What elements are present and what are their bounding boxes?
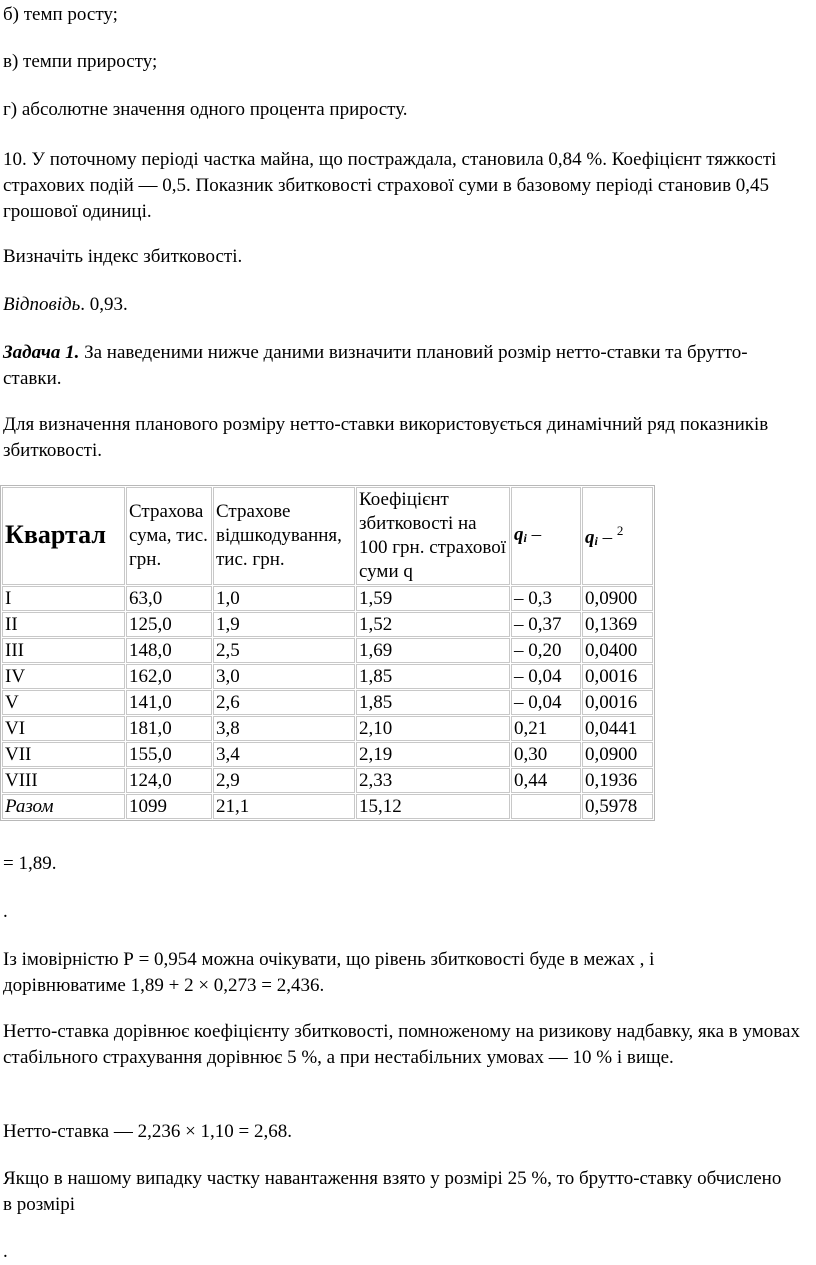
table-body <box>2 586 653 793</box>
table-cell: 0,0016 <box>582 690 653 715</box>
table-cell: 0,5978 <box>582 794 653 819</box>
header-loss-coefficient: Коефіцієнт збитковості на 100 грн. страхової суми q <box>356 487 510 585</box>
table-cell: 1,9 <box>213 612 355 637</box>
header-deviation: qi – <box>511 487 581 585</box>
mean-result: = 1,89. <box>3 853 57 874</box>
table-cell: – 0,04 <box>511 690 581 715</box>
list-item-v: в) темпи приросту; <box>3 51 158 72</box>
table-cell: 148,0 <box>126 638 212 663</box>
table-cell: 124,0 <box>126 768 212 793</box>
table-cell: I <box>2 586 125 611</box>
table-cell: – 0,04 <box>511 664 581 689</box>
table-cell <box>511 794 581 819</box>
header-quarter: Квартал <box>2 487 125 585</box>
netto-definition: Нетто-ставка дорівнює коефіцієнту збитковості, помноженому на ризикову надбавку, яка в умовах стабільного страхування дорівнює 5 %, а при нестабільних умовах — 10 % і вище. <box>3 1021 800 1068</box>
task-1-text: За наведеними нижче даними визначити плановий розмір нетто-ставки та брутто-ставки. <box>3 342 748 389</box>
dot-line-2: . <box>3 1241 8 1262</box>
table-row <box>2 690 653 715</box>
table-cell: 155,0 <box>126 742 212 767</box>
task-1-heading <box>3 340 793 392</box>
table-cell: 3,4 <box>213 742 355 767</box>
table-cell: VII <box>2 742 125 767</box>
table-cell: Разом <box>2 794 125 819</box>
table-cell: 15,12 <box>356 794 510 819</box>
table-row <box>2 768 653 793</box>
table-cell: 162,0 <box>126 664 212 689</box>
table-cell: – 0,37 <box>511 612 581 637</box>
table-total-row <box>2 794 653 819</box>
table-cell: 125,0 <box>126 612 212 637</box>
list-item-g: г) абсолютне значення одного процента приросту. <box>3 99 408 120</box>
netto-result: Нетто-ставка — 2,236 × 1,10 = 2,68. <box>3 1121 293 1142</box>
header-deviation-squared: qi – $^2$ <box>582 487 653 585</box>
table-cell: IV <box>2 664 125 689</box>
table-cell: 0,0016 <box>582 664 653 689</box>
table-cell: V <box>2 690 125 715</box>
dot-line-1: . <box>3 901 8 922</box>
table-cell: 21,1 <box>213 794 355 819</box>
problem-10-text: 10. У поточному періоді частка майна, що постраждала, становила 0,84 %. Коефіцієнт тяжкості страхових подій — 0,5. Показник збитковості страхової суми в базовому періоді становив 0,45 грошової одиниці. <box>3 149 777 222</box>
table-cell: 0,21 <box>511 716 581 741</box>
table-cell: 0,0400 <box>582 638 653 663</box>
table-cell: 141,0 <box>126 690 212 715</box>
table-cell: 0,44 <box>511 768 581 793</box>
brutto-text: Якщо в нашому випадку частку навантаження взято у розмірі 25 %, то брутто-ставку обчислено в розмірі <box>3 1168 782 1215</box>
task-1-label: Задача 1. <box>3 342 80 363</box>
table-header-row <box>2 487 653 585</box>
table-cell: 1,85 <box>356 690 510 715</box>
problem-10-question: Визначіть індекс збитковості. <box>3 246 243 267</box>
answer-label: Відповідь <box>3 294 81 315</box>
table-cell: 1,0 <box>213 586 355 611</box>
table-cell: 63,0 <box>126 586 212 611</box>
table-cell: 0,0900 <box>582 586 653 611</box>
table-cell: 2,19 <box>356 742 510 767</box>
table-cell: 0,0441 <box>582 716 653 741</box>
table-cell: 2,10 <box>356 716 510 741</box>
table-cell: 0,0900 <box>582 742 653 767</box>
table-cell: 1,59 <box>356 586 510 611</box>
table-cell: 2,5 <box>213 638 355 663</box>
table-cell: – 0,20 <box>511 638 581 663</box>
list-item-b: б) темп росту; <box>3 4 118 25</box>
table-cell: 0,30 <box>511 742 581 767</box>
table-cell: 1,69 <box>356 638 510 663</box>
table-cell: 1,85 <box>356 664 510 689</box>
answer-value: . 0,93. <box>80 294 128 315</box>
table-row <box>2 742 653 767</box>
table-cell: 1,52 <box>356 612 510 637</box>
loss-ratio-table <box>0 485 655 821</box>
table-cell: 3,8 <box>213 716 355 741</box>
table-cell: 2,33 <box>356 768 510 793</box>
table-cell: 181,0 <box>126 716 212 741</box>
table-cell: III <box>2 638 125 663</box>
table-cell: 0,1369 <box>582 612 653 637</box>
table-cell: VI <box>2 716 125 741</box>
probability-text: Із імовірністю Р = 0,954 можна очікувати, що рівень збитковості буде в межах , і дорівнюватиме 1,89 + 2 × 0,273 = 2,436. <box>3 949 655 996</box>
table-cell: 1099 <box>126 794 212 819</box>
task-1-intro: Для визначення планового розміру нетто-ставки використовується динамічний ряд показників збитковості. <box>3 414 769 461</box>
table-cell: 2,6 <box>213 690 355 715</box>
header-compensation: Страхове відшкодування, тис. грн. <box>213 487 355 585</box>
answer-line <box>3 292 803 318</box>
table-row <box>2 586 653 611</box>
table-cell: 2,9 <box>213 768 355 793</box>
table-cell: 3,0 <box>213 664 355 689</box>
table-cell: II <box>2 612 125 637</box>
table-cell: 0,1936 <box>582 768 653 793</box>
table-row <box>2 664 653 689</box>
table-cell: VIII <box>2 768 125 793</box>
table-row <box>2 716 653 741</box>
table-cell: – 0,3 <box>511 586 581 611</box>
header-sum-insured: Страхова сума, тис. грн. <box>126 487 212 585</box>
table-row <box>2 612 653 637</box>
table-row <box>2 638 653 663</box>
